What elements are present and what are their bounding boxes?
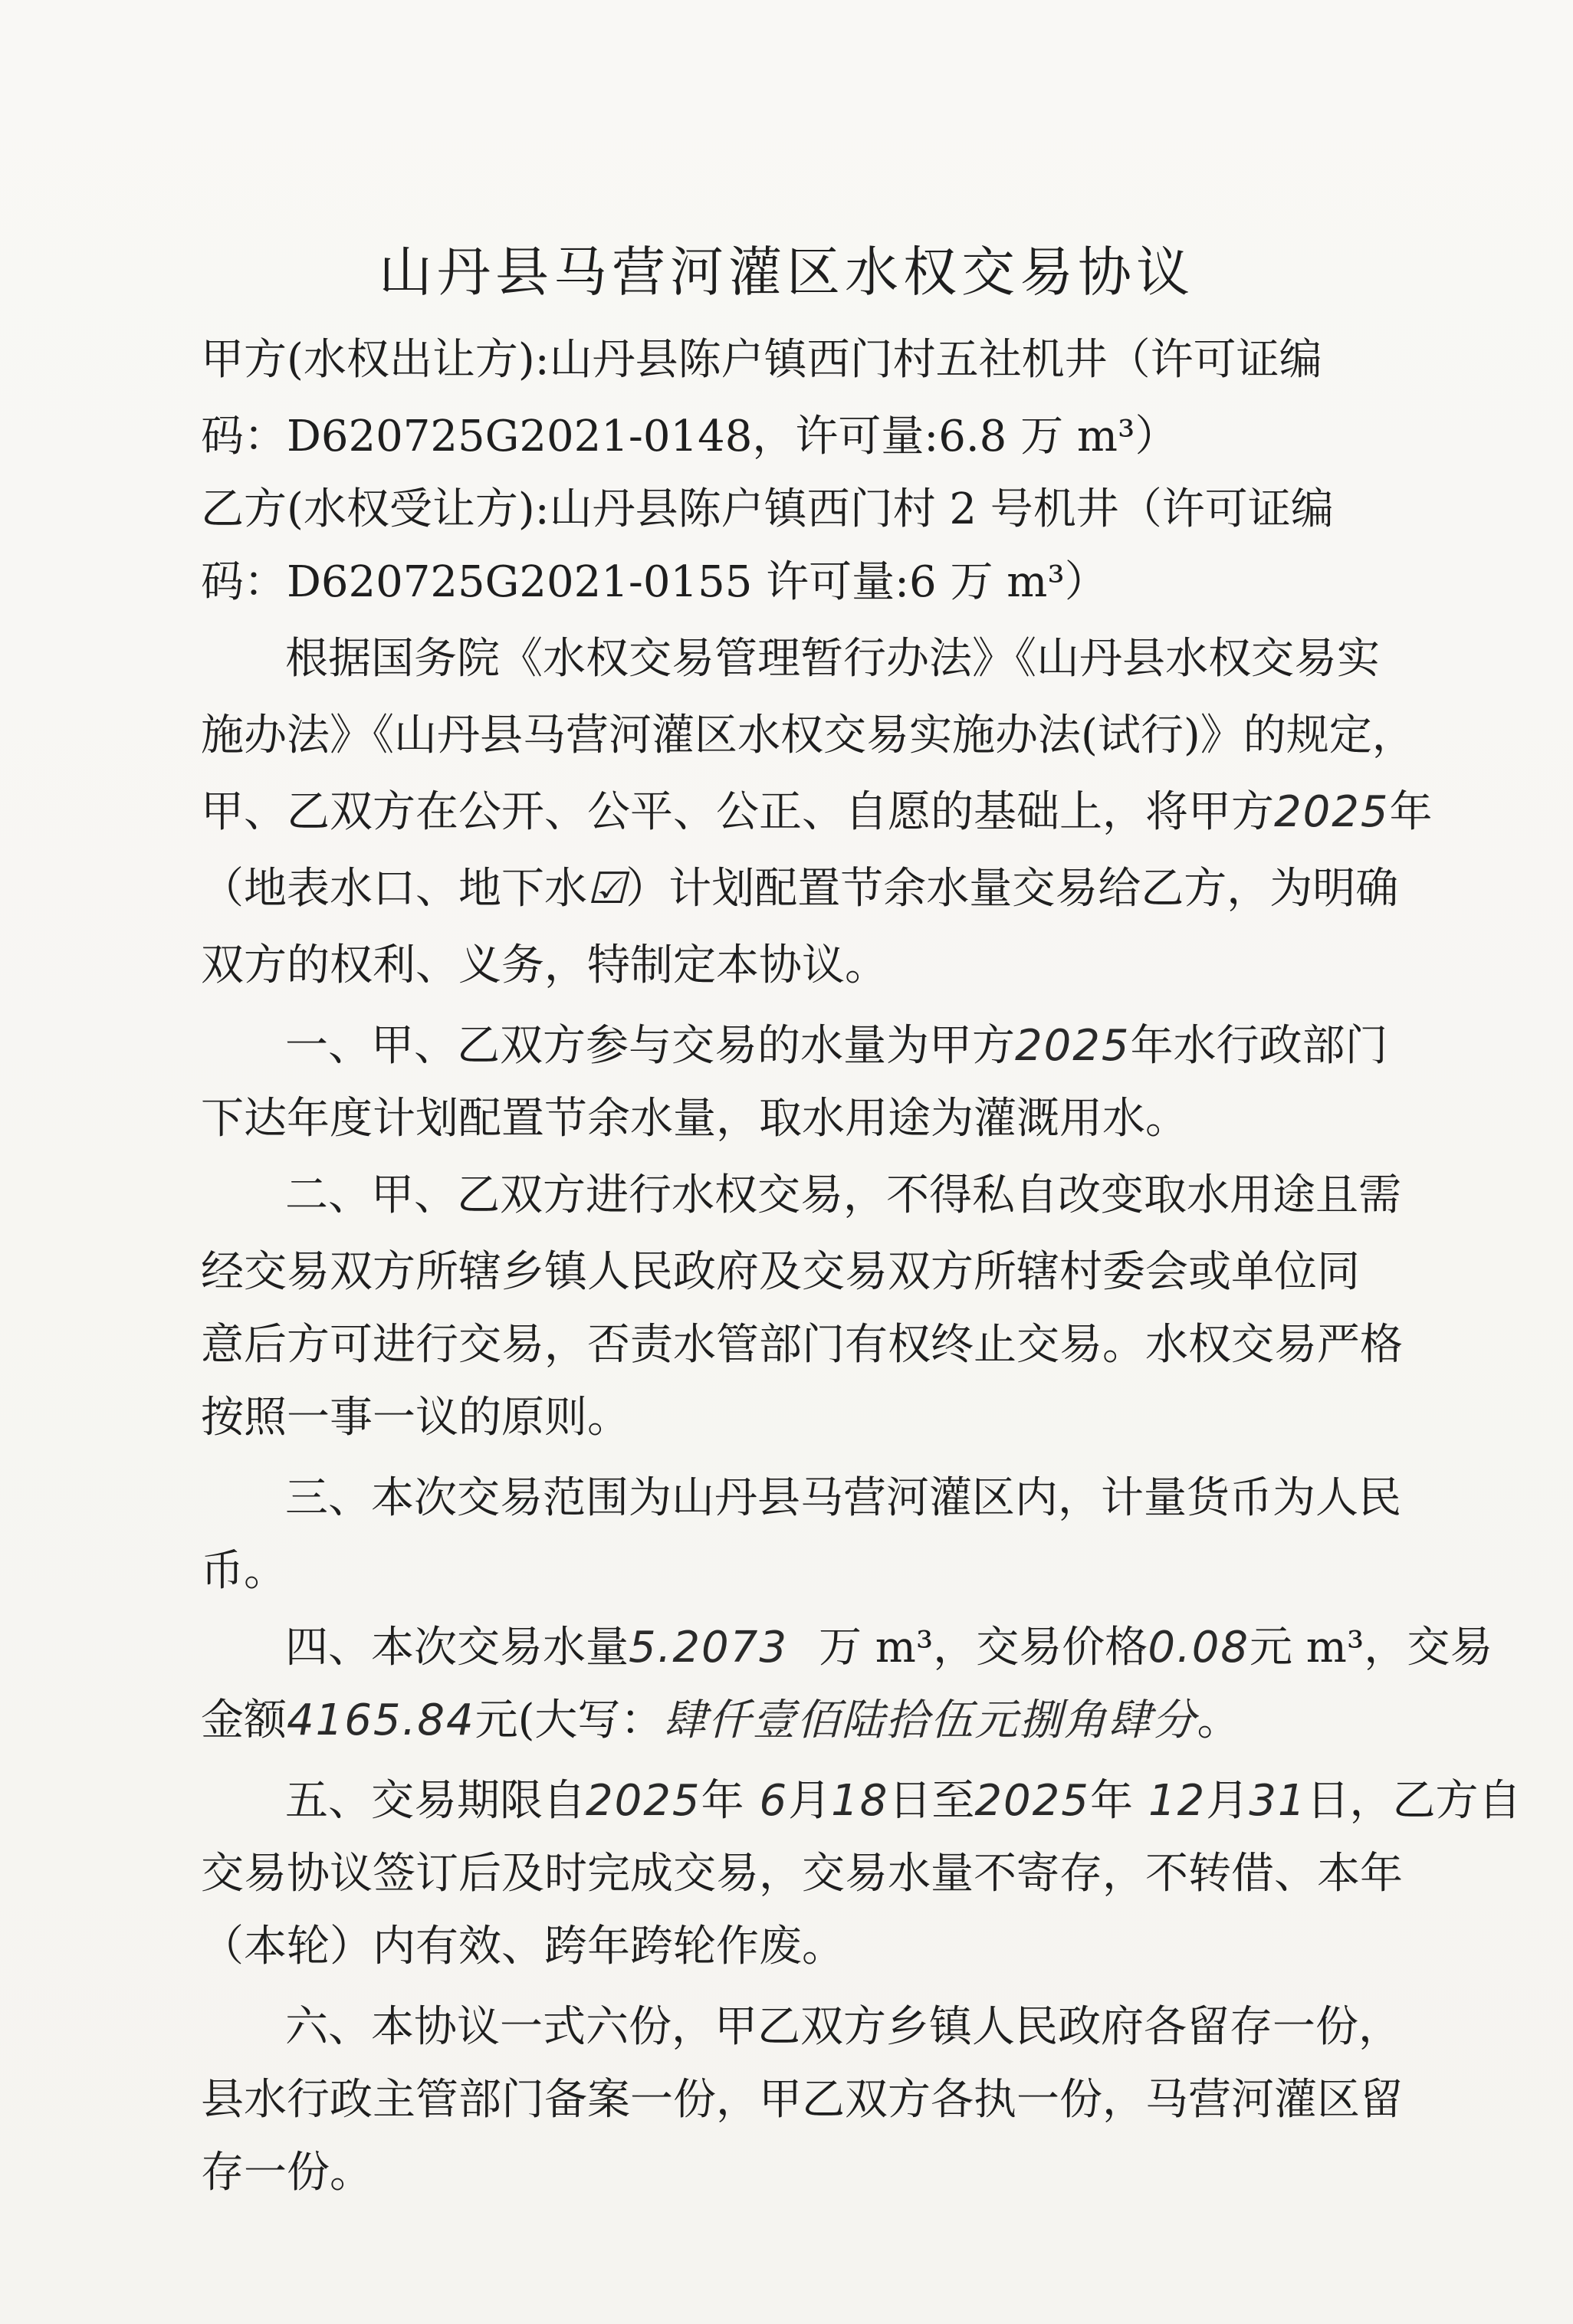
- party-b-line-1: 乙方(水权受让方):山丹县陈户镇西门村 2 号机井（许可证编: [201, 484, 1334, 534]
- preamble-line-1: 根据国务院《水权交易管理暂行办法》《山丹县水权交易实: [285, 634, 1380, 684]
- day-label: 日至: [888, 1776, 975, 1826]
- preamble-line-4-text: （地表水口、地下水: [201, 864, 587, 914]
- clause-5-rest: 日，乙方自: [1306, 1776, 1522, 1826]
- clause-1-line-2: 下达年度计划配置节余水量，取水用途为灌溉用水。: [201, 1094, 1188, 1144]
- handwritten-year: 2025: [1274, 787, 1390, 837]
- preamble-line-3: [201, 774, 1433, 851]
- party-a-line-1: 甲方(水权出让方):山丹县陈户镇西门村五社机井（许可证编: [201, 335, 1322, 385]
- handwritten-amount-words: 肆仟壹佰陆拾伍元捌角肆分: [663, 1695, 1197, 1745]
- clause-5-line-3: （本轮）内有效、跨年跨轮作废。: [201, 1922, 845, 1971]
- preamble-line-5: 双方的权利、义务，特制定本协议。: [201, 940, 888, 990]
- clause-5-line-1: [285, 1763, 1521, 1840]
- year-label: 年: [701, 1776, 744, 1826]
- clause-2-line-2: 经交易双方所辖乡镇人民政府及交易双方所辖村委会或单位同: [201, 1247, 1360, 1297]
- clause-6-line-1: 六、本协议一式六份，甲乙双方乡镇人民政府各留存一份，: [285, 2002, 1401, 2052]
- clause-5-text: 五、交易期限自: [285, 1776, 586, 1826]
- clause-4-amount-label: 金额: [201, 1695, 287, 1745]
- handwritten-amount: 4165.84: [287, 1695, 475, 1745]
- handwritten-volume: 5.2073: [629, 1623, 788, 1672]
- month-label: 月: [788, 1776, 832, 1826]
- preamble-line-4: [201, 851, 1398, 927]
- clause-3-line-1: 三、本次交易范围为山丹县马营河灌区内，计量货币为人民: [285, 1473, 1401, 1523]
- clause-1-line-1: [285, 1008, 1388, 1085]
- preamble-line-3-text: 甲、乙双方在公开、公平、公正、自愿的基础上，将甲方: [201, 787, 1274, 837]
- clause-2-line-4: 按照一事一议的原则。: [201, 1393, 630, 1443]
- clause-4-line-2: [201, 1682, 1240, 1759]
- clause-6-line-3: 存一份。: [201, 2148, 373, 2198]
- preamble-line-2: 施办法》《山丹县马营河灌区水权交易实施办法(试行)》的规定，: [201, 711, 1415, 760]
- handwritten-price: 0.08: [1148, 1623, 1250, 1672]
- year-label: 年: [1089, 1776, 1133, 1826]
- clause-5-line-2: 交易协议签订后及时完成交易，交易水量不寄存，不转借、本年: [201, 1849, 1403, 1899]
- party-a-line-2: 码：D620725G2021-0148，许可量:6.8 万 m³）: [201, 412, 1178, 461]
- handwritten-end-day: 31: [1249, 1776, 1307, 1826]
- handwritten-start-year: 2025: [586, 1776, 701, 1826]
- month-label: 月: [1206, 1776, 1250, 1826]
- year-suffix: 年: [1389, 787, 1433, 837]
- clause-4-amount-words-label: 元(大写：: [475, 1695, 664, 1745]
- clause-4-price-unit: 元 m³，交易: [1250, 1623, 1493, 1672]
- clause-1-text: 一、甲、乙双方参与交易的水量为甲方: [285, 1021, 1015, 1071]
- document-title: 山丹县马营河灌区水权交易协议: [379, 241, 1194, 304]
- handwritten-end-year: 2025: [974, 1776, 1090, 1826]
- clause-6-line-2: 县水行政主管部门备案一份，甲乙双方各执一份，马营河灌区留: [201, 2075, 1403, 2125]
- clause-4-end: 。: [1197, 1695, 1240, 1745]
- clause-3-line-2: 币。: [201, 1546, 287, 1596]
- clause-2-line-1: 二、甲、乙双方进行水权交易，不得私自改变取水用途且需: [285, 1170, 1401, 1220]
- handwritten-start-month: 6: [759, 1776, 789, 1826]
- preamble-line-4-rest: ）计划配置节余水量交易给乙方，为明确: [626, 864, 1399, 914]
- clause-1-rest: 年水行政部门: [1130, 1021, 1388, 1071]
- handwritten-start-day: 18: [831, 1776, 889, 1826]
- clause-4-line-1: [285, 1610, 1493, 1686]
- checkbox-checked-icon: ☑: [587, 864, 626, 914]
- handwritten-end-month: 12: [1148, 1776, 1207, 1826]
- party-b-line-2: 码：D620725G2021-0155 许可量:6 万 m³）: [201, 557, 1108, 607]
- handwritten-year: 2025: [1015, 1021, 1131, 1071]
- clause-4-unit: 万 m³，交易价格: [818, 1623, 1148, 1672]
- clause-4-text: 四、本次交易水量: [285, 1623, 629, 1672]
- clause-2-line-3: 意后方可进行交易，否责水管部门有权终止交易。水权交易严格: [201, 1320, 1403, 1370]
